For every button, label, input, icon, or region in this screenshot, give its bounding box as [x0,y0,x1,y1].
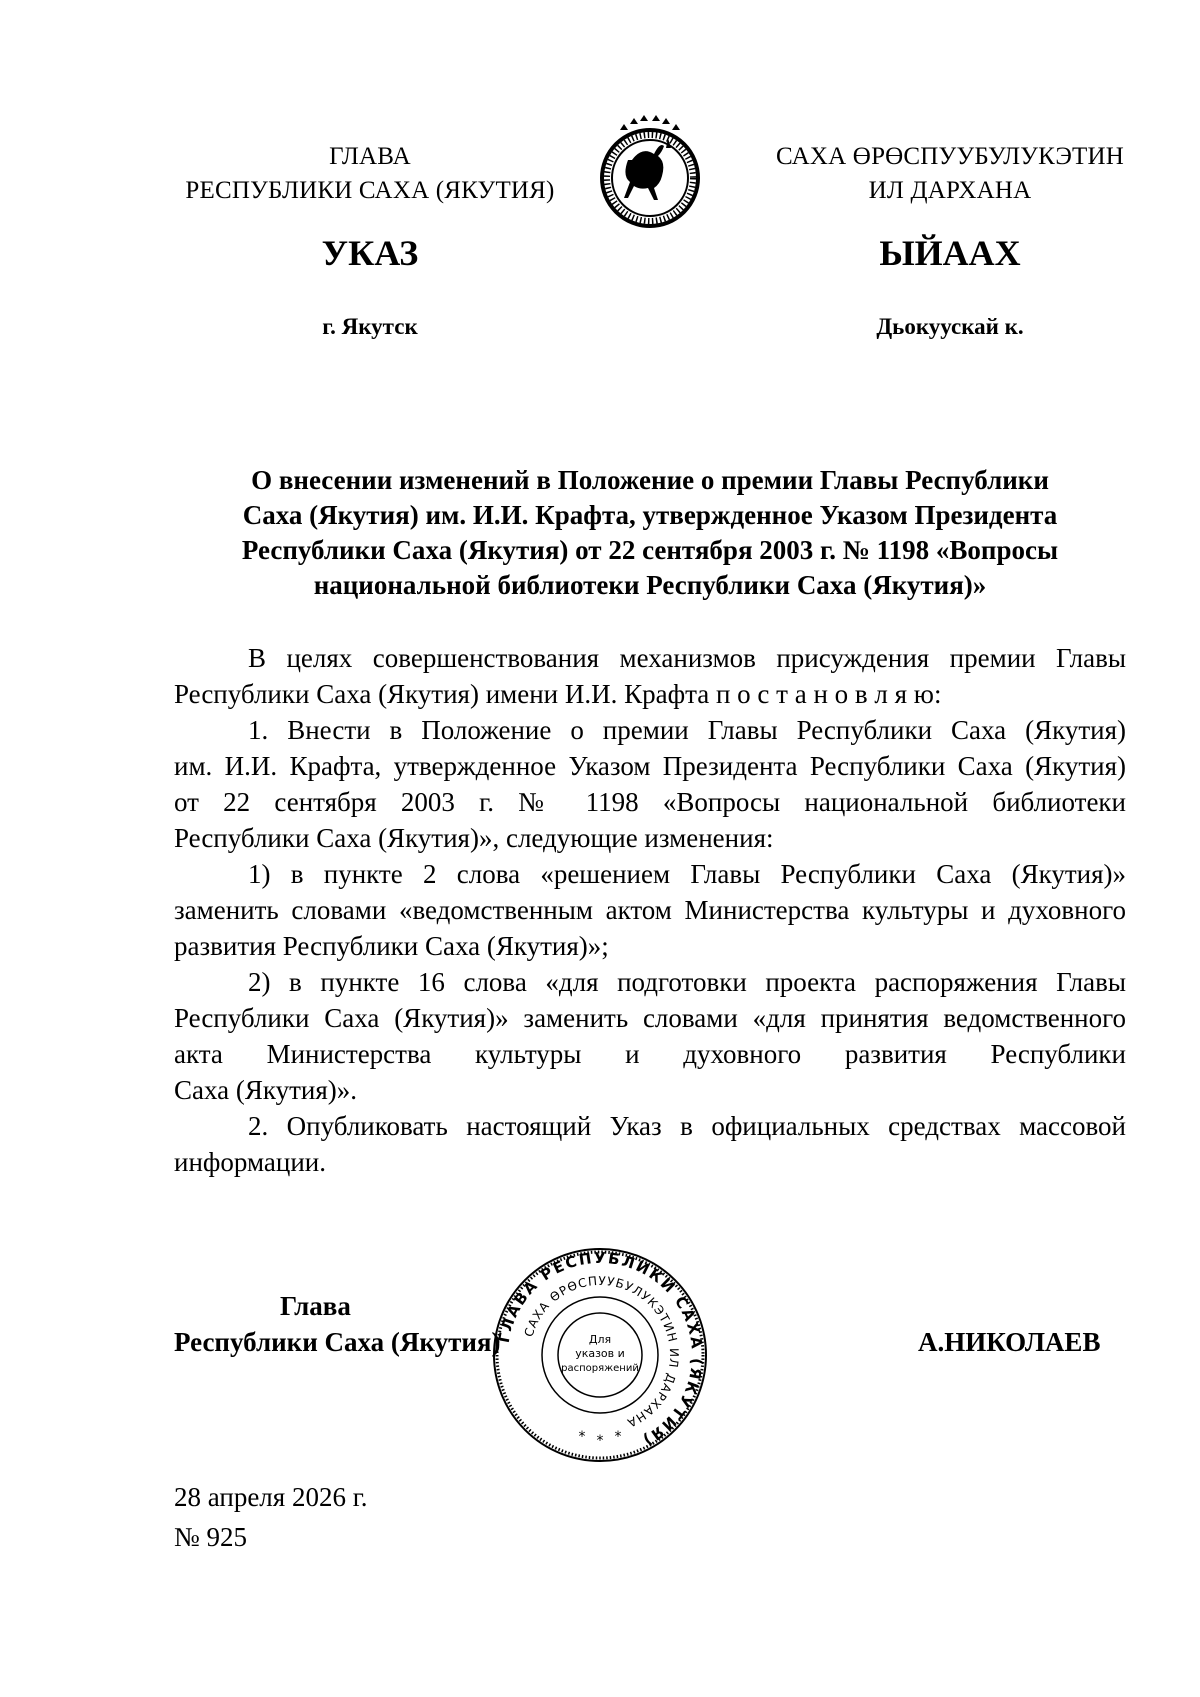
signatory-name: А.НИКОЛАЕВ [918,1327,1101,1357]
header-right-line1: САХА ӨРӨСПУУБУЛУКЭТИН [775,143,1125,170]
svg-text:*: * [614,1429,622,1445]
signatory-title [174,1288,501,1360]
decree-subject [170,463,1130,603]
signatory-title-line2: Республики Саха (Якутия) [174,1327,501,1357]
seal-center-line1: Для [588,1333,612,1346]
city-sah: Дьокуускай к. [876,314,1024,339]
subject-line: национальной библиотеки Республики Саха (Якутия)» [313,570,987,600]
header-left-line1: ГЛАВА [329,143,411,170]
header-right-line2: ИЛ ДАРХАНА [868,177,1032,204]
body-line: Республики Саха (Якутия)» заменить словами «для принятия ведомственного [174,1003,1126,1033]
paragraph-subitem-1 [174,856,1126,964]
paragraph-preamble [174,640,1126,712]
paragraph-item-1 [174,712,1126,856]
body-line: им. И.И. Крафта, утвержденное Указом Президента Республики Саха (Якутия) [174,751,1126,781]
seal-center-line3: распоряжений [561,1363,639,1374]
signatory-title-line1: Глава [280,1291,351,1321]
paragraph-subitem-2 [174,964,1126,1108]
body-line: 2. Опубликовать настоящий Указ в официальных средствах массовой [248,1111,1126,1141]
body-line: Саха (Якутия)». [174,1075,358,1105]
subject-line: О внесении изменений в Положение о премии Главы Республики [251,465,1049,495]
decree-date: 28 апреля 2026 г. [174,1482,368,1512]
body-line: 2) в пункте 16 слова «для подготовки проекта распоряжения Главы [248,967,1126,997]
seal-outer-text: ГЛАВА РЕСПУБЛИКИ САХА (ЯКУТИЯ) [494,1248,707,1450]
subject-line: Саха (Якутия) им. И.И. Крафта, утвержденное Указом Президента [242,500,1058,530]
coat-of-arms-icon [580,112,720,232]
body-line: 1. Внести в Положение о премии Главы Республики Саха (Якутия) [248,715,1126,745]
header-right [750,140,1150,208]
paragraph-item-2 [174,1108,1126,1180]
decree-number: № 925 [174,1522,248,1552]
body-line: развития Республики Саха (Якутия)»; [174,931,609,961]
body-line: В целях совершенствования механизмов присуждения премии Главы [248,643,1126,673]
header-left-line2: РЕСПУБЛИКИ САХА (ЯКУТИЯ) [185,177,555,204]
svg-text:*: * [578,1429,586,1445]
body-line: информации. [174,1147,326,1177]
body-line: 1) в пункте 2 слова «решением Главы Республики Саха (Якутия)» [248,859,1126,889]
header-left [170,140,570,208]
svg-text:*: * [596,1433,604,1449]
body-line: заменить словами «ведомственным актом Министерства культуры и духовного [174,895,1126,925]
doc-type-sah: ЫЙААХ [879,233,1021,273]
body-line: Республики Саха (Якутия) имени И.И. Крафта п о с т а н о в л я ю: [174,679,942,709]
city-ru: г. Якутск [322,314,418,339]
subject-line: Республики Саха (Якутия) от 22 сентября 2003 г. № 1198 «Вопросы [241,535,1059,565]
decree-body [174,640,1126,1180]
body-line: акта Министерства культуры и духовного развития Республики [174,1039,1126,1069]
seal-inner-text: САХА ӨРӨСПУУБУЛУКЭТИН ИЛ ДАРХАНА [521,1273,682,1431]
body-line: от 22 сентября 2003 г. № 1198 «Вопросы национальной библиотеки [174,787,1126,817]
seal-center-line2: указов и [575,1347,625,1360]
official-seal [490,1245,710,1465]
doc-type-ru: УКАЗ [321,233,419,273]
body-line: Республики Саха (Якутия)», следующие изменения: [174,823,774,853]
